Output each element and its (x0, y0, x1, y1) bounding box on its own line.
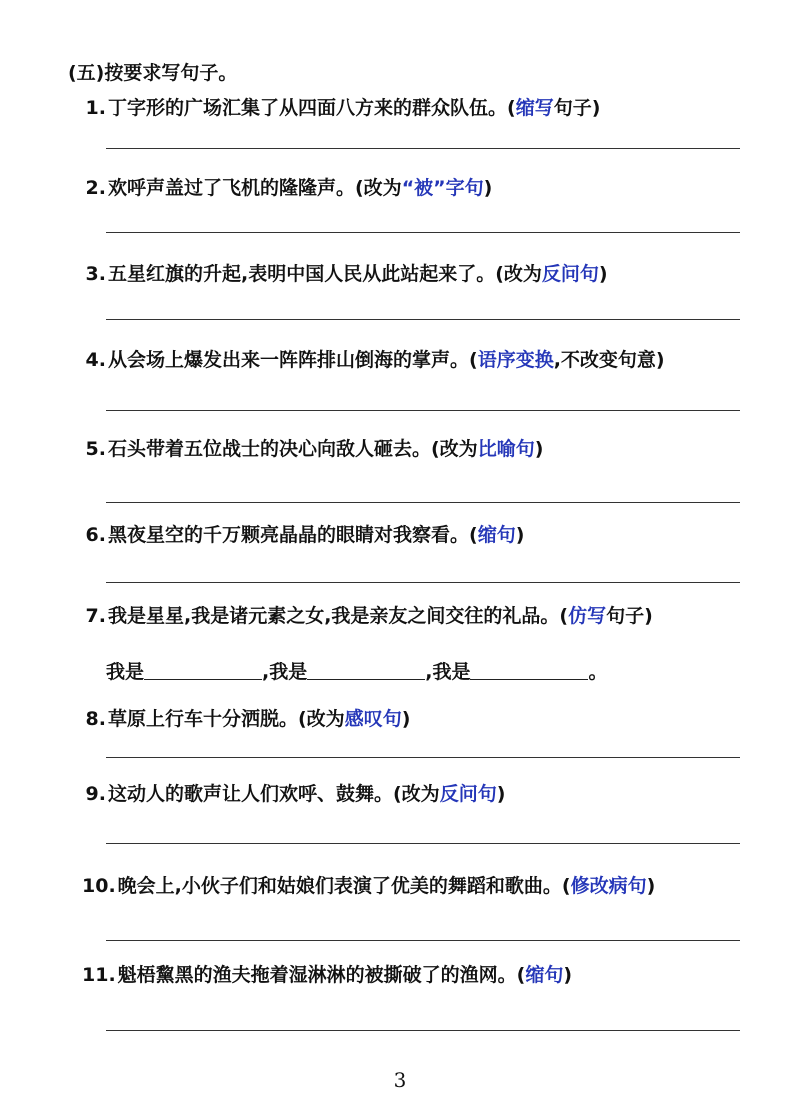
question-number: 6. (85, 524, 106, 546)
question-hint: “被”字句 (401, 177, 484, 199)
question-number: 2. (85, 177, 106, 199)
imitation-prefix: 我是 (106, 661, 145, 683)
answer-line-3[interactable] (106, 319, 740, 320)
question-10 (82, 874, 655, 898)
question-hint: 缩句 (477, 524, 516, 546)
imitation-separator: ,我是 (262, 661, 308, 683)
question-3 (82, 262, 608, 286)
question-tail: ) (534, 438, 544, 460)
question-hint: 语序变换 (477, 349, 554, 371)
question-9 (82, 782, 505, 806)
question-tail: ,不改变句意) (553, 349, 665, 371)
question-tail: ) (646, 875, 656, 897)
question-number: 5. (85, 438, 106, 460)
imitation-end: 。 (588, 661, 608, 683)
answer-line-9[interactable] (106, 843, 740, 844)
question-hint: 感叹句 (344, 708, 402, 730)
question-tail: ) (563, 964, 573, 986)
question-1 (82, 96, 600, 120)
answer-line-11[interactable] (106, 1030, 740, 1031)
imitation-separator: ,我是 (425, 661, 471, 683)
question-tail: ) (598, 263, 608, 285)
imitation-blank-1[interactable] (144, 659, 262, 680)
imitation-blank-3[interactable] (470, 659, 588, 680)
question-tail: ) (401, 708, 411, 730)
question-tail: 句子) (606, 605, 653, 627)
question-text: 丁字形的广场汇集了从四面八方来的群众队伍。( (108, 97, 516, 119)
question-number: 4. (85, 349, 106, 371)
answer-line-10[interactable] (106, 940, 740, 941)
question-number: 11. (82, 964, 116, 986)
question-7 (82, 604, 653, 628)
question-5 (82, 437, 543, 461)
answer-line-5[interactable] (106, 502, 740, 503)
question-tail: ) (483, 177, 493, 199)
imitation-row (106, 658, 607, 686)
answer-line-1[interactable] (106, 148, 740, 149)
section-heading: (五)按要求写句子。 (68, 62, 238, 84)
question-number: 9. (85, 783, 106, 805)
question-number: 8. (85, 708, 106, 730)
question-hint: 缩写 (515, 97, 554, 119)
question-text: 这动人的歌声让人们欢呼、鼓舞。(改为 (108, 783, 440, 805)
question-text: 我是星星,我是诸元素之女,我是亲友之间交往的礼品。( (108, 605, 569, 627)
answer-line-2[interactable] (106, 232, 740, 233)
question-text: 从会场上爆发出来一阵阵排山倒海的掌声。( (108, 349, 478, 371)
question-text: 晚会上,小伙子们和姑娘们表演了优美的舞蹈和歌曲。( (117, 875, 571, 897)
answer-line-6[interactable] (106, 582, 740, 583)
question-text: 黑夜星空的千万颗亮晶晶的眼睛对我察看。( (108, 524, 478, 546)
question-text: 魁梧黧黑的渔夫拖着湿淋淋的被撕破了的渔网。( (117, 964, 526, 986)
question-hint: 仿写 (568, 605, 607, 627)
question-hint: 反问句 (439, 783, 497, 805)
page-number: 3 (393, 1068, 407, 1092)
question-text: 草原上行车十分洒脱。(改为 (108, 708, 345, 730)
answer-line-4[interactable] (106, 410, 740, 411)
question-11 (82, 963, 572, 987)
question-hint: 反问句 (541, 263, 599, 285)
imitation-blank-2[interactable] (307, 659, 425, 680)
question-2 (82, 176, 492, 200)
question-text: 五星红旗的升起,表明中国人民从此站起来了。(改为 (108, 263, 542, 285)
question-tail: 句子) (553, 97, 601, 119)
question-number: 1. (85, 97, 106, 119)
answer-line-8[interactable] (106, 757, 740, 758)
question-6 (82, 523, 524, 547)
question-tail: ) (496, 783, 506, 805)
question-tail: ) (515, 524, 525, 546)
question-hint: 修改病句 (570, 875, 647, 897)
question-text: 石头带着五位战士的决心向敌人砸去。(改为 (108, 438, 478, 460)
question-number: 3. (85, 263, 106, 285)
question-number: 10. (82, 875, 116, 897)
question-hint: 比喻句 (477, 438, 535, 460)
question-number: 7. (85, 605, 106, 627)
question-4 (82, 348, 665, 372)
question-text: 欢呼声盖过了飞机的隆隆声。(改为 (108, 177, 402, 199)
question-8 (82, 707, 410, 731)
question-hint: 缩句 (525, 964, 564, 986)
